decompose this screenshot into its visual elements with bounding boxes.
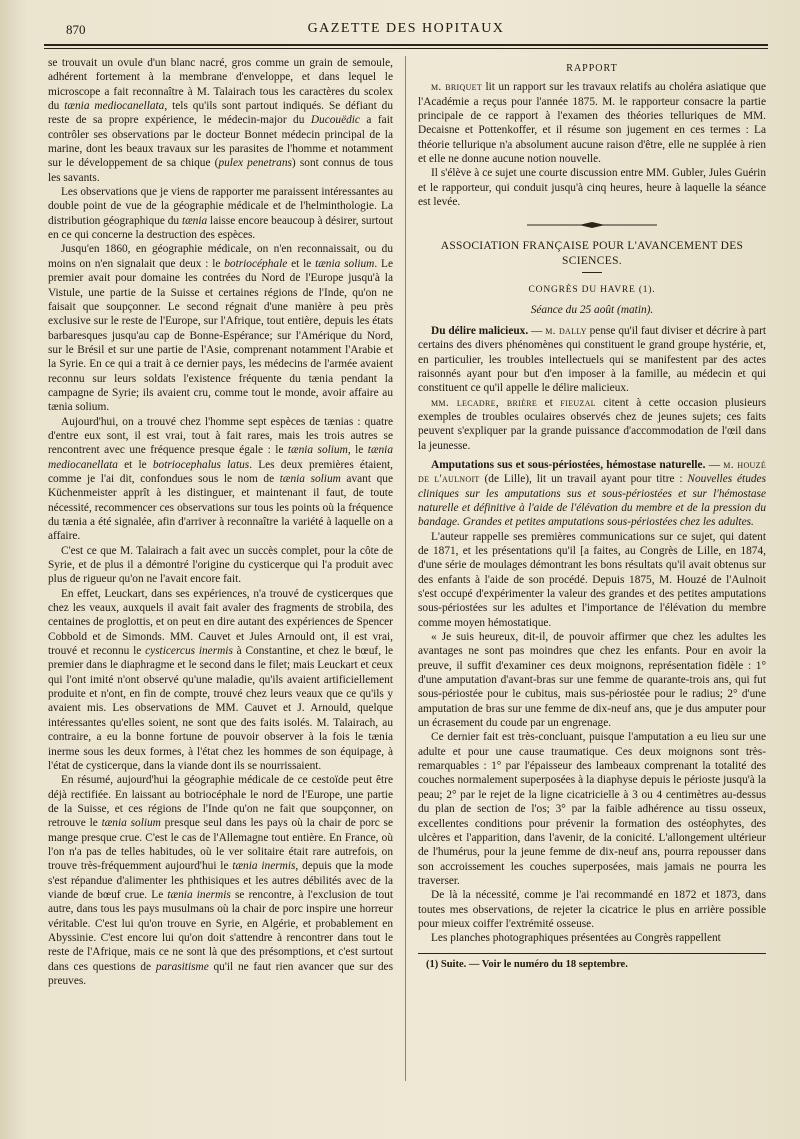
paragraph: m. briquet lit un rapport sur les travaux relatifs au choléra asiatique que l'Académie a reçus pour l'année 1875. M. le rapporteur consacre la partie principale de ce rapport à l'examen des théories telluriques de MM. Decaisne et Pottenkoffer, et il résume son jugement en ces termes : La théorie tellurique n'a absolument aucune raison d'être, elle ne supplée à rien et elle ne donne aucune notion nouvelle. <box>418 81 766 166</box>
congress-heading: CONGRÈS DU HAVRE (1). <box>528 285 656 296</box>
page-header <box>44 18 768 42</box>
paragraph: De là la nécessité, comme je l'ai recommandé en 1872 et 1873, dans toutes mes observations, de rejeter la cicatrice le plus en arrière possible pour mieux coiffer l'extrémité osseuse. <box>418 889 766 930</box>
rapport-heading: RAPPORT <box>566 63 618 74</box>
footnote: (1) Suite. — Voir le numéro du 18 septembre. <box>426 958 628 970</box>
ornamental-rule <box>527 221 657 229</box>
paragraph: Amputations sus et sous-périostées, hémostase naturelle. — m. houzé de l'aulnoit (de Lille), lit un travail ayant pour titre : Nouvelles études cliniques sur les amputations sus et sous-périostées et sur l'hémostase naturelle et définitive à l'aide de l'élévation du membre et de la pression du bandage. Grandes et petites amputations sous-périostées chez les adultes. <box>418 458 767 529</box>
left-column <box>48 56 393 988</box>
short-rule <box>582 272 602 273</box>
paragraph: Aujourd'hui, on a trouvé chez l'homme sept espèces de tænias : quatre d'entre eux sont, il est vrai, tout à fait rares, mais les trois autres se rencontrent avec une fréquence presque égale : le tænia solium, le tænia mediocanellata et le botriocephalus latus. Les deux premières étaient, comme je l'ai dit, confondues sous le nom de tænia solium avant que Küchenmeister apprît à les distinguer, et maintenant il faut, de toute nécessité, recommencer ces observations sur tous les points où la fréquence du tænia a été signalée, afin d'arriver à reconnaître la variété à laquelle on a affaire. <box>48 415 394 543</box>
paragraph: mm. lecadre, brière et fieuzal citent à cette occasion plusieurs exemples de troubles oculaires observés chez de jeunes sujets; ces faits peuvent s'expliquer par la grande puissance d'accommodation de l'œil dans la jeunesse. <box>418 396 767 452</box>
paragraph: Du délire malicieux. — m. dally pense qu'il faut diviser et décrire à part certains des divers phénomènes qui constituent le grand groupe hystérie, et, en particulier, les troubles intellectuels qui se manifestent par des actes raisonnés ayant pour but d'en imposer à la famille, au médecin et qui constituent ce qu'il appelle le délire malicieux. <box>418 324 767 395</box>
paragraph: Il s'élève à ce sujet une courte discussion entre MM. Gubler, Jules Guérin et le rapporteur, qui conduit jusqu'à cinq heures, heure à laquelle la séance est levée. <box>418 167 766 209</box>
paragraph: Les observations que je viens de rapporter me paraissent intéressantes au double point de vue de la géographie médicale et de l'helminthologie. La distribution géographique du tænia laisse encore beaucoup à désirer, surtout en ce qui concerne la destruction des espèces. <box>48 186 394 242</box>
header-rule <box>44 44 768 46</box>
paragraph: En effet, Leuckart, dans ses expériences, n'a trouvé de cysticerques que chez les veaux, auxquels il avait fait avaler des fragments de strobila, des centaines de proglottis, et on peut en dire autant des expériences de Spencer Cobbold et de Simonds. MM. Cauvet et Jules Arnould ont, il est vrai, trouvé et reconnu le cysticercus inermis à Constantine, et chez le bœuf, le premier dans le diaphragme et le second dans le filet; mais Leuckart et ceux qui l'ont imité n'ont observé qu'une maladie, qu'ils avaient artificiellement produite et n'ont, en fin de compte, trouvé chez leurs veaux que ce qu'ils y avaient mis. Les observations de MM. Cauvet et J. Arnould, quelque intéressantes qu'elles soient, ne sont que des faits isolés. M. Talairach, au contraire, a eu la bonne fortune de pouvoir observer à la fois le tænia inerme sous les deux formes, à l'état chez les hommes de son équipage, à l'état de cysticerque, dans la viande dont ils se nourrissaient. <box>48 587 394 772</box>
running-title: GAZETTE DES HOPITAUX <box>307 21 505 36</box>
header-rule-thin <box>44 48 768 49</box>
paragraph: C'est ce que M. Talairach a fait avec un succès complet, pour la côte de Syrie, et de plus il a démontré l'origine du cysticerque qui l'a produit avec plus de rigueur qu'on ne l'avait encore fait. <box>48 544 393 586</box>
footnote-rule <box>418 953 766 954</box>
paragraph: « Je suis heureux, dit-il, de pouvoir affirmer que chez les adultes les avantages ne sont pas moindres que chez les enfants. Pour en avoir la preuve, il suffit d'examiner ces deux moignons, représentation fidèle : 1° d'une amputation d'avant-bras sur une femme de quarante-trois ans, qui fut sous-périostée pour le cubitus, mais sus-périostée pour le radius; 2° d'une amputation de bras sur une femme de dix-neuf ans, que je dus amputer pour un écrasement du coude par un engrenage. <box>418 631 766 730</box>
paragraph: se trouvait un ovule d'un blanc nacré, gros comme un grain de semoule, adhérent fortement à la membrane d'enveloppe, et dans lequel le microscope a fait reconnaître à M. Talairach tous les caractères du scolex du tænia mediocanellata, tels qu'ils sont partout indiqués. Se défiant du reste de sa propre expérience, le médecin-major du Ducouëdic a fait contrôler ses observations par le docteur Bonnet médecin principal de la marine, dont les beaux travaux sur les parasites de l'homme et notamment sur le développement de sa chique (pulex penetrans) sont connus de tous les savants. <box>48 57 393 184</box>
association-heading: ASSOCIATION FRANÇAISE POUR L'AVANCEMENT DES SCIENCES. <box>440 240 744 267</box>
paragraph: Ce dernier fait est très-concluant, puisque l'amputation a eu lieu sur une adulte et pour une cause traumatique. Ces deux moignons sont très-remarquables : 1° par l'épaisseur des lambeaux comprenant la totalité des couches normalement superposées à la diaphyse depuis le périoste jusqu'à la peau; 2° par le rejet de la ligne cicatricielle à 3 ou 4 centimètres au-dessus du plan de section de l'os; 3° par la faible adhérence au tissu osseux, excellentes conditions pour prévenir la formation des ostéophytes, des ulcères et l'apparition, dans l'avenir, de la conicité. L'allongement ultérieur de l'humérus, pour la jeune femme de dix-neuf ans, pourra repousser dans son accroissement les couches superposées, mais jamais ne pourra les traverser. <box>418 731 766 887</box>
page-number: 870 <box>66 22 86 37</box>
paragraph: En résumé, aujourd'hui la géographie médicale de ce cestoïde peut être déjà rectifiée. En laissant au botriocéphale le nord de l'Europe, une partie de la Suisse, et ces régions de l'Inde qu'on ne fait que soupçonner, on retrouve le tænia solium presque seul dans les pays où la chair de porc se mange presque crue. C'est le cas de l'Allemagne tout entière. En France, où l'on n'a pas de telles habitudes, où le ver solitaire était rare autrefois, on trouve très-fréquemment aujourd'hui le tænia inermis, depuis que la mode s'est répandue d'alimenter les phthisiques et les autres débilités avec de la viande de bœuf crue. Le tænia inermis se rencontre, à l'exclusion de tout autre, dans tous les pays musulmans où la chair de porc inspire une horreur véritable. C'est lui qu'on trouve en Syrie, en Algérie, et probablement en Abyssinie. C'est encore lui qu'on doit s'attendre à rencontrer dans tout le reste de l'Afrique, mais ce ne sont là que des présomptions, et c'est surtout dans ces questions de parasitisme qu'il ne faut rien avancer que sur des preuves. <box>48 774 393 987</box>
paragraph: Jusqu'en 1860, en géographie médicale, on n'en reconnaissait, ou du moins on n'en signalait que deux : le botriocéphale et le tænia solium. Le premier avait pour domaine les contrées du Nord de l'Europe jusqu'à la Vistule, une partie de la Suisse et certaines régions de l'Inde, qu'on ne faisait que soupçonner. Le second régnait d'une manière à peu près exclusive sur le reste de l'Europe, sur l'Afrique, tout entière, depuis les états barbaresques jusqu'au cap de Bonne-Espérance; sur l'Amérique du Nord, sur le Brésil et sur une partie de l'Asie, comprenant notamment l'Arabie et la Syrie. En ce qui a trait à ce dernier pays, les médecins de l'armée avaient reconnu sur leurs soldats l'existence fréquente du tænia pendant la campagne de Syrie; ils avaient cru, comme tout le monde, avoir affaire au tænia solium. <box>48 243 394 414</box>
right-column <box>418 56 766 972</box>
column-divider <box>405 56 406 1081</box>
paragraph: Les planches photographiques présentées au Congrès rappellent <box>431 932 721 945</box>
paragraph: L'auteur rappelle ses premières communications sur ce sujet, qui datent de 1871, et les présentations qu'il [a faites, au Congrès de Lille, en 1874, d'une série de moulages démontrant les bons résultats qu'il avait obtenus sur des enfants à l'aide de son procédé. Depuis 1875, M. Houzé de l'Aulnoit s'est occupé d'expérimenter la valeur des grandes et des petites amputations sous-périostées sur les adultes et l'importance de l'élévation du membre comme moyen hémostatique. <box>418 530 766 629</box>
seance-heading: Séance du 25 août (matin). <box>530 304 654 317</box>
